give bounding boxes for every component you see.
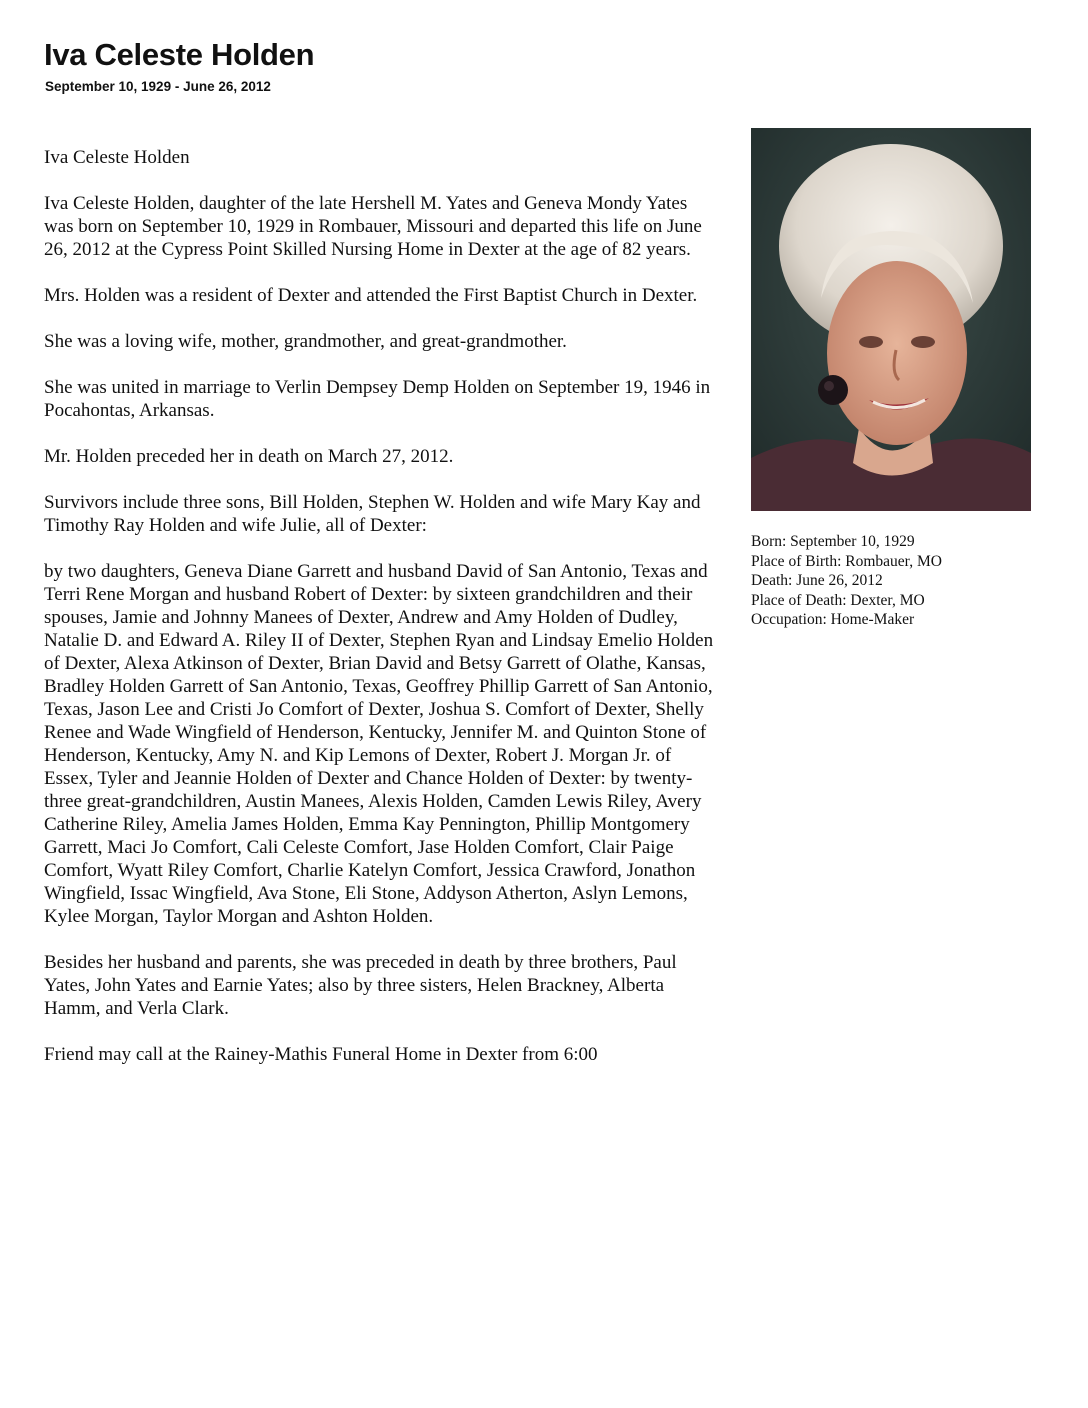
obituary-paragraph: Mr. Holden preceded her in death on March 27, 2012. xyxy=(44,446,454,467)
obituary-paragraph: Besides her husband and parents, she was preceded in death by three brothers, Paul Yates, John Yates and Earnie Yates; also by three sisters, Helen Brackney, Alberta Hamm, and Verla Clark. xyxy=(44,952,677,1019)
born-fact: Born: September 10, 1929 xyxy=(751,533,915,550)
obituary-paragraph: She was united in marriage to Verlin Dempsey Demp Holden on September 19, 1946 in Pocahontas, Arkansas. xyxy=(44,377,711,421)
obituary-paragraph: Iva Celeste Holden, daughter of the late Hershell M. Yates and Geneva Mondy Yates was born on September 10, 1929 in Rombauer, Missouri and departed this life on June 26, 2012 at the Cypress Point Skilled Nursing Home in Dexter at the age of 82 years. xyxy=(44,193,702,260)
page-title: Iva Celeste Holden xyxy=(44,37,315,72)
place-of-death-fact: Place of Death: Dexter, MO xyxy=(751,591,925,609)
death-fact: Death: June 26, 2012 xyxy=(751,572,883,589)
place-of-birth-fact: Place of Birth: Rombauer, MO xyxy=(751,552,942,570)
obituary-paragraph: by two daughters, Geneva Diane Garrett and husband David of San Antonio, Texas and Terri Rene Morgan and husband Robert of Dexter: by sixteen grandchildren and their spouses, Jamie and Johnny Manees of Dexter, Andrew and Amy Holden of Dudley, Natalie D. and Edward A. Riley II of Dexter, Stephen Ryan and Lindsay Emelio Holden of Dexter, Alexa Atkinson of Dexter, Brian David and Betsy Garrett of Olathe, Kansas, Bradley Holden Garrett of San Antonio, Texas, Geoffrey Phillip Garrett of San Antonio, Texas, Jason Lee and Cristi Jo Comfort of Dexter, Joshua S. Comfort of Dexter, Shelly Renee and Wade Wingfield of Henderson, Kentucky, Jennifer M. and Quinton Stone of Henderson, Kentucky, Amy N. and Kip Lemons of Dexter, Robert J. Morgan Jr. of Essex, Tyler and Jeannie Holden of Dexter and Chance Holden of Dexter: by twenty- three great-grandchildren, Austin Manees, Alexis Holden, Camden Lewis Riley, Avery Catherine Riley, Amelia James Holden, Emma Kay Pennington, Phillip Montgomery Garrett, Maci Jo Comfort, Cali Celeste Comfort, Jase Holden Comfort, Clair Paige Comfort, Wyatt Riley Comfort, Charlie Katelyn Comfort, Jessica Crawford, Jonathon Wingfield, Issac Wingfield, Ava Stone, Eli Stone, Addyson Atherton, Aslyn Lemons, Kylee Morgan, Taylor Morgan and Ashton Holden. xyxy=(44,561,714,927)
obituary-text xyxy=(44,146,719,1089)
occupation-fact: Occupation: Home-Maker xyxy=(751,611,915,628)
portrait-illustration xyxy=(751,128,1031,511)
vital-facts xyxy=(751,532,942,630)
obituary-paragraph: Friend may call at the Rainey-Mathis Funeral Home in Dexter from 6:00 xyxy=(44,1044,598,1065)
portrait-photo xyxy=(751,128,1031,511)
life-dates: September 10, 1929 - June 26, 2012 xyxy=(45,79,271,94)
obituary-paragraph: She was a loving wife, mother, grandmother, and great-grandmother. xyxy=(44,331,567,352)
obituary-paragraph: Mrs. Holden was a resident of Dexter and attended the First Baptist Church in Dexter. xyxy=(44,285,698,306)
obituary-paragraph: Survivors include three sons, Bill Holden, Stephen W. Holden and wife Mary Kay and Timothy Ray Holden and wife Julie, all of Dexter: xyxy=(44,492,701,536)
obituary-paragraph: Iva Celeste Holden xyxy=(44,147,190,168)
